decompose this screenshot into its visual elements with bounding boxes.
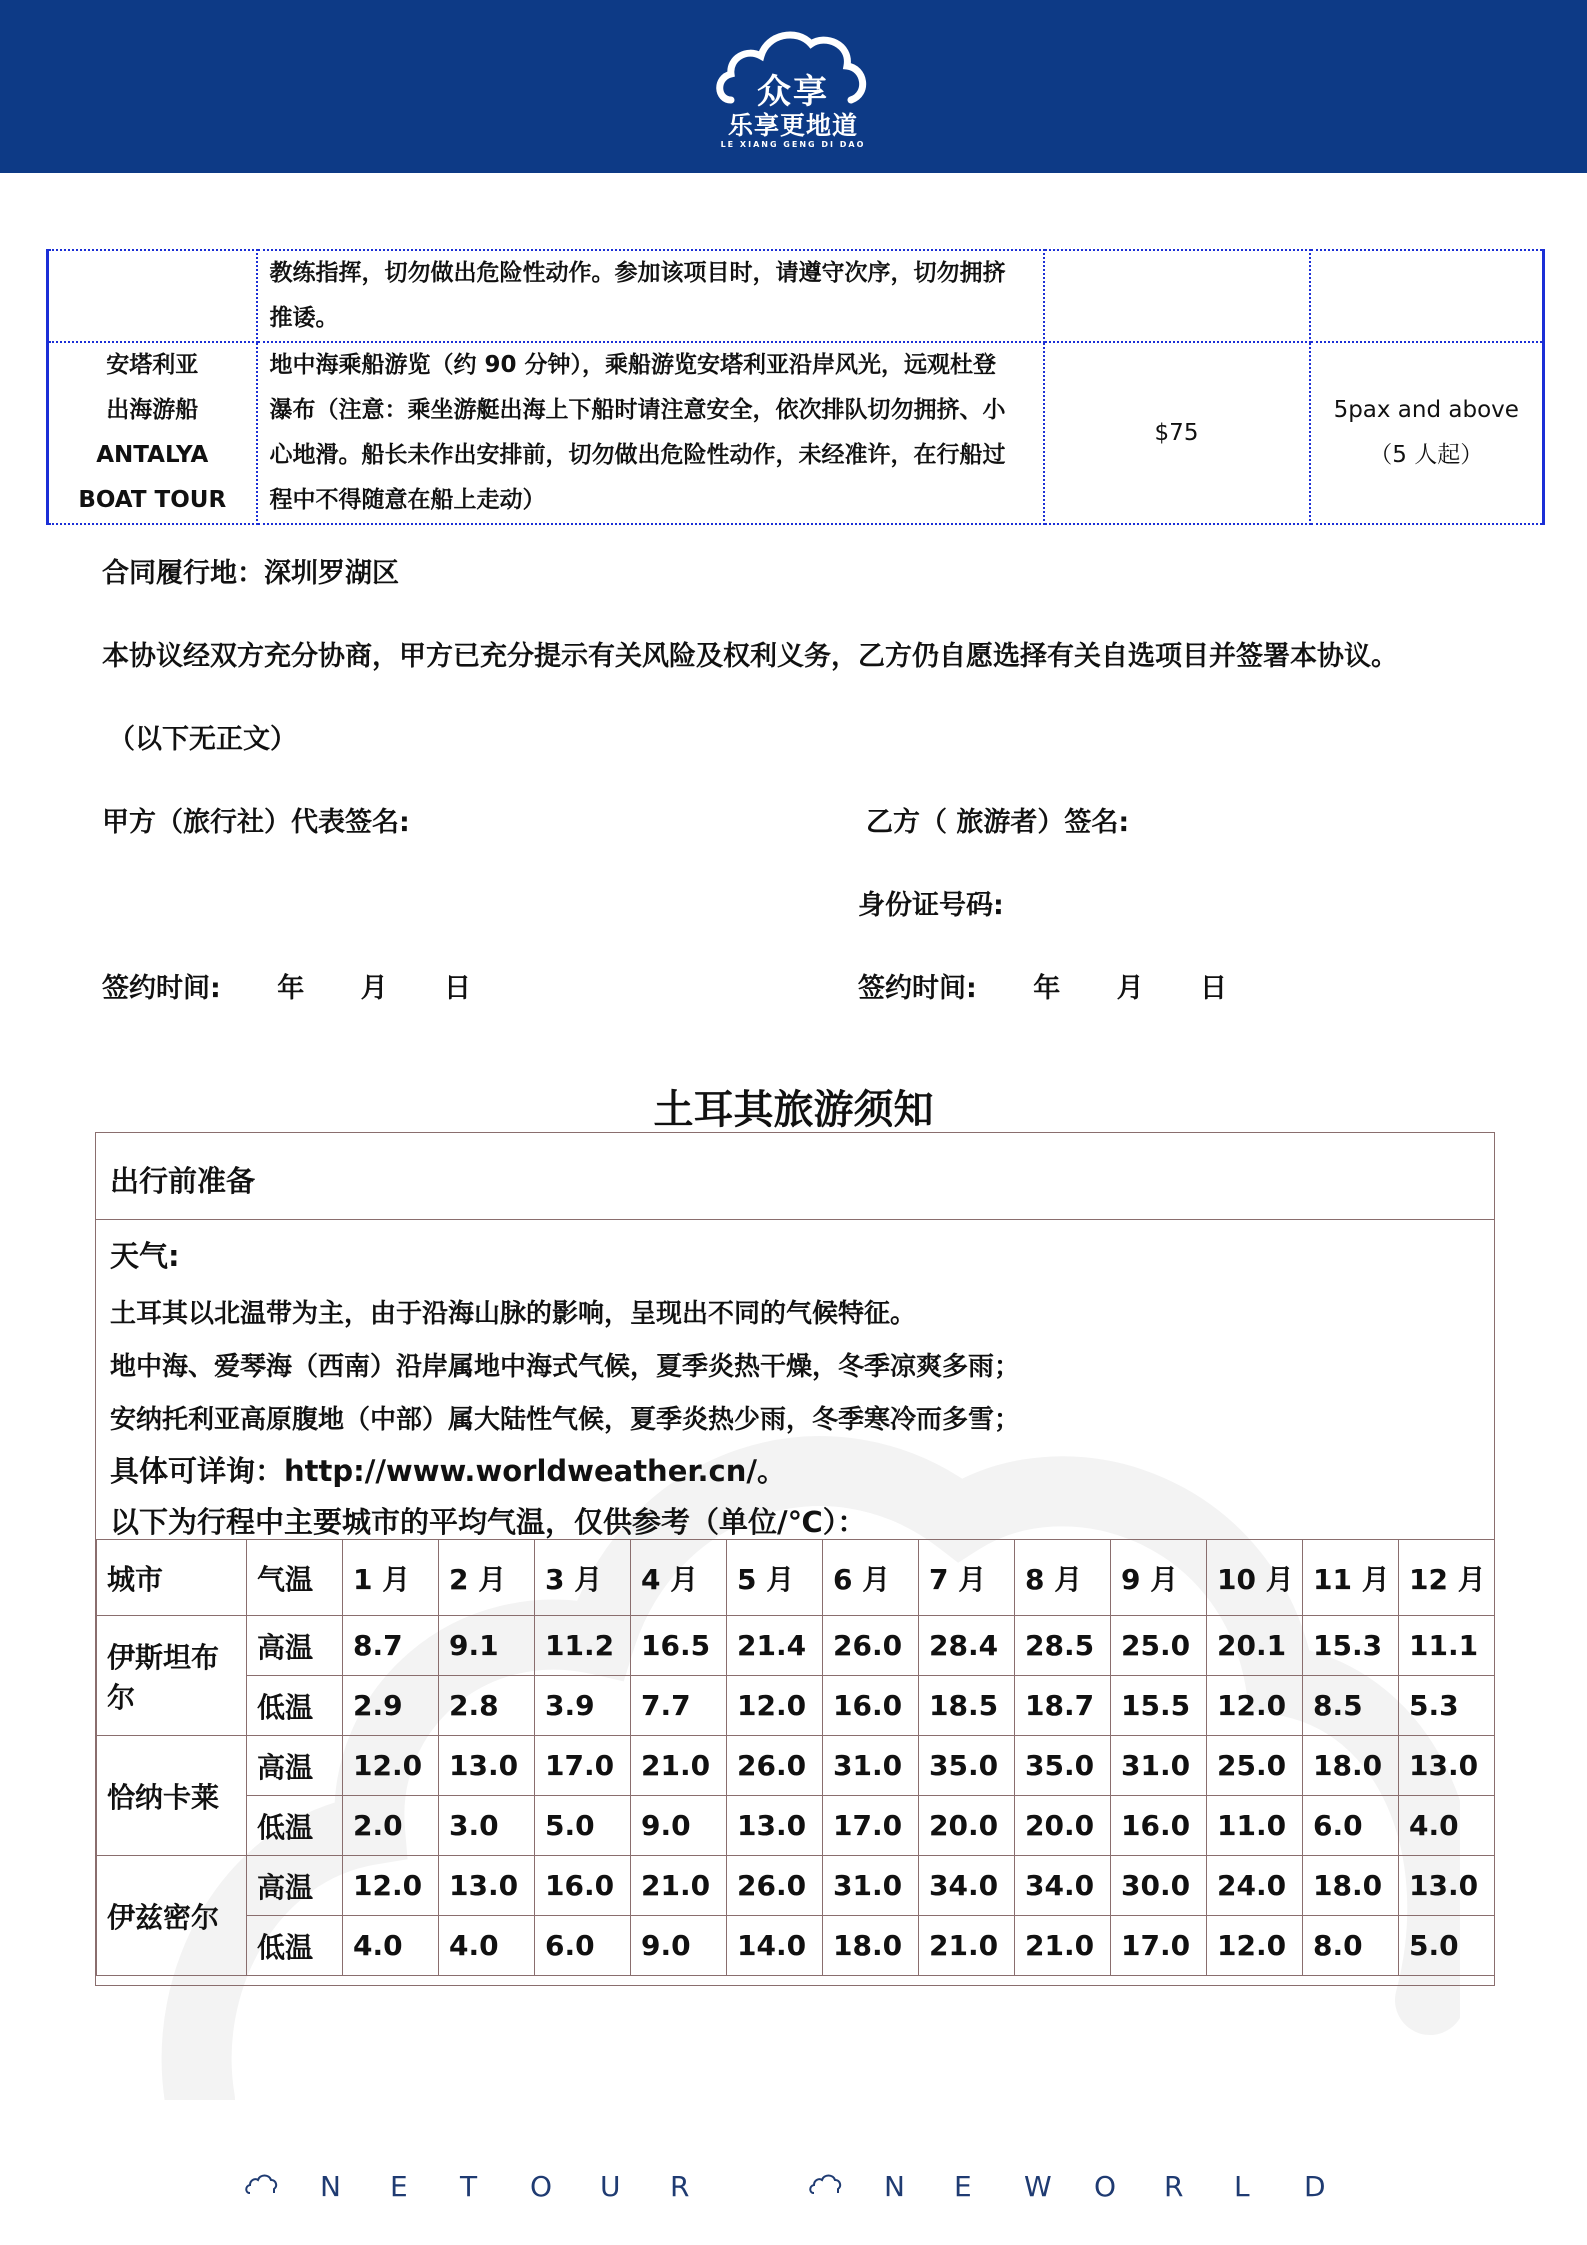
high-temp-cell: 16.5 [631,1616,727,1676]
high-label-cell: 高温 [247,1736,343,1796]
desc-line: 心地滑。船长未作出安排前，切勿做出危险性动作，未经准许，在行船过 [269,442,1006,468]
column-header: 1 月 [343,1540,439,1616]
desc-line: 瀑布（注意：乘坐游艇出海上下船时请注意安全，依次排队切勿拥挤、小 [269,397,1006,423]
low-temp-cell: 11.0 [1207,1796,1303,1856]
desc-line: 教练指挥，切勿做出危险性动作。参加该项目时，请遵守次序，切勿拥挤 [269,260,1006,286]
high-temp-cell: 21.0 [631,1856,727,1916]
low-temp-cell: 21.0 [1015,1916,1111,1976]
low-temp-cell: 15.5 [1111,1676,1207,1736]
low-temp-cell: 18.5 [919,1676,1015,1736]
page-footer [0,2166,1587,2206]
contract-place: 合同履行地：深圳罗湖区 [102,558,399,589]
footer-letter: N [884,2169,905,2203]
high-temp-cell: 26.0 [823,1616,919,1676]
high-temp-cell: 13.0 [1399,1856,1495,1916]
brand-logo [713,22,873,156]
brand-slogan: 乐享更地道 [727,111,858,140]
high-temp-cell: 30.0 [1111,1856,1207,1916]
table-row [97,1916,1495,1976]
weather-link-line: 具体可详询：http://www.worldweather.cn/。 [110,1454,786,1488]
footer-letter: O [530,2169,553,2203]
high-temp-cell: 21.4 [727,1616,823,1676]
column-header: 12 月 [1399,1540,1495,1616]
footer-letter: U [600,2169,621,2203]
high-temp-cell: 35.0 [919,1736,1015,1796]
page-header [0,0,1587,173]
column-header: 2 月 [439,1540,535,1616]
high-temp-cell: 11.1 [1399,1616,1495,1676]
low-temp-cell: 12.0 [727,1676,823,1736]
column-header: 10 月 [1207,1540,1303,1616]
agreement-text: 本协议经双方充分协商，甲方已充分提示有关风险及权利义务，乙方仍自愿选择有关自选项目并签署本协议。 [102,641,1398,672]
table-row [97,1616,1495,1676]
low-temp-cell: 9.0 [631,1796,727,1856]
low-temp-cell: 3.0 [439,1796,535,1856]
table-row [48,342,1544,524]
section-header [96,1133,1494,1220]
low-temp-cell: 17.0 [1111,1916,1207,1976]
party-b-signature: 乙方（ 旅游者）签名: [866,807,1130,838]
low-temp-cell: 21.0 [919,1916,1015,1976]
desc-line: 地中海乘船游览（约 90 分钟），乘船游览安塔利亚沿岸风光，远观杜登 [269,352,997,378]
low-temp-cell: 13.0 [727,1796,823,1856]
cloud-icon [244,2171,278,2197]
low-temp-cell: 20.0 [1015,1796,1111,1856]
column-header: 7 月 [919,1540,1015,1616]
table-row [97,1856,1495,1916]
column-header: 8 月 [1015,1540,1111,1616]
weather-line: 土耳其以北温带为主，由于沿海山脉的影响，呈现出不同的气候特征。 [110,1299,917,1329]
footer-cloud-letter [244,2171,320,2201]
pax-line: （5 人起） [1369,442,1484,468]
weather-line: 安纳托利亚高原腹地（中部）属大陆性气候，夏季炎热少雨，冬季寒冷而多雪； [110,1405,1021,1435]
name-line: ANTALYA [96,442,209,468]
notice-title: 土耳其旅游须知 [653,1087,934,1133]
table-row [48,250,1544,342]
high-temp-cell: 9.1 [439,1616,535,1676]
column-header: 3 月 [535,1540,631,1616]
footer-letter: E [390,2169,408,2203]
high-temp-cell: 8.7 [343,1616,439,1676]
low-temp-cell: 7.7 [631,1676,727,1736]
high-temp-cell: 15.3 [1303,1616,1399,1676]
cloud-icon [808,2171,842,2197]
name-line: BOAT TOUR [78,487,227,513]
high-temp-cell: 25.0 [1111,1616,1207,1676]
high-label-cell: 高温 [247,1616,343,1676]
low-temp-cell: 17.0 [823,1796,919,1856]
high-temp-cell: 16.0 [535,1856,631,1916]
low-temp-cell: 9.0 [631,1916,727,1976]
footer-letter: D [1304,2169,1326,2203]
high-temp-cell: 13.0 [439,1736,535,1796]
low-temp-cell: 18.0 [823,1916,919,1976]
city-name-cell: 伊斯坦布尔 [97,1616,247,1736]
table-row [97,1676,1495,1736]
high-temp-cell: 35.0 [1015,1736,1111,1796]
high-temp-cell: 26.0 [727,1856,823,1916]
column-header: 11 月 [1303,1540,1399,1616]
low-temp-cell: 2.8 [439,1676,535,1736]
activity-name-cell [48,342,257,524]
column-header: 6 月 [823,1540,919,1616]
high-temp-cell: 20.1 [1207,1616,1303,1676]
activity-price-cell: $75 [1044,342,1310,524]
name-line: 安塔利亚 [106,352,199,378]
footer-letter: O [808,2171,809,2172]
activity-name-cell [48,250,257,342]
high-temp-cell: 24.0 [1207,1856,1303,1916]
weather-label: 天气: [110,1239,180,1273]
low-temp-cell: 8.5 [1303,1676,1399,1736]
high-temp-cell: 13.0 [439,1856,535,1916]
sign-time-a: 签约时间: 年 月 日 [102,973,471,1004]
high-label-cell: 高温 [247,1856,343,1916]
activity-pax-cell [1310,250,1544,342]
no-text-note: （以下无正文） [108,724,297,755]
footer-letter: O [1094,2169,1117,2203]
column-header: 9 月 [1111,1540,1207,1616]
high-temp-cell: 34.0 [919,1856,1015,1916]
desc-line: 推诿。 [269,305,339,331]
high-temp-cell: 12.0 [343,1736,439,1796]
high-temp-cell: 28.5 [1015,1616,1111,1676]
column-header: 城市 [97,1540,247,1616]
party-a-signature: 甲方（旅行社）代表签名: [102,807,410,838]
footer-cloud-letter [808,2171,884,2201]
high-temp-cell: 17.0 [535,1736,631,1796]
table-row [97,1736,1495,1796]
low-label-cell: 低温 [247,1916,343,1976]
low-temp-cell: 8.0 [1303,1916,1399,1976]
column-header: 4 月 [631,1540,727,1616]
footer-letter: O [244,2171,245,2172]
column-header: 5 月 [727,1540,823,1616]
footer-letter: T [460,2169,478,2203]
table-row [97,1796,1495,1856]
low-temp-cell: 4.0 [343,1916,439,1976]
activity-price-cell [1044,250,1310,342]
sign-time-b: 签约时间: 年 月 日 [858,973,1227,1004]
high-temp-cell: 25.0 [1207,1736,1303,1796]
low-temp-cell: 4.0 [1399,1796,1495,1856]
footer-letter: R [670,2169,690,2203]
weather-line: 以下为行程中主要城市的平均气温，仅供参考（单位/℃）： [110,1505,867,1539]
pax-line: 5pax and above [1333,397,1519,423]
footer-letter: R [1164,2169,1184,2203]
high-temp-cell: 26.0 [727,1736,823,1796]
activity-desc-cell [257,250,1044,342]
low-temp-cell: 6.0 [1303,1796,1399,1856]
low-temp-cell: 3.9 [535,1676,631,1736]
city-name-cell: 伊兹密尔 [97,1856,247,1976]
footer-letter: E [954,2169,972,2203]
brand-slogan-pinyin: LE XIANG GENG DI DAO [720,140,866,149]
low-temp-cell: 16.0 [823,1676,919,1736]
footer-letter: N [320,2169,341,2203]
brand-name: 众享 [757,72,829,112]
low-temp-cell: 18.7 [1015,1676,1111,1736]
low-temp-cell: 5.0 [1399,1916,1495,1976]
footer-onetour [244,2166,740,2206]
activity-table [46,249,1545,525]
high-temp-cell: 31.0 [1111,1736,1207,1796]
name-line: 出海游船 [106,397,199,423]
low-temp-cell: 12.0 [1207,1676,1303,1736]
high-temp-cell: 13.0 [1399,1736,1495,1796]
high-temp-cell: 18.0 [1303,1736,1399,1796]
column-header: 气温 [247,1540,343,1616]
low-temp-cell: 2.0 [343,1796,439,1856]
low-temp-cell: 5.0 [535,1796,631,1856]
table-header-row [97,1540,1495,1616]
footer-oneworld [808,2166,1374,2206]
footer-letter: W [1024,2169,1052,2203]
high-temp-cell: 21.0 [631,1736,727,1796]
section-title: 出行前准备 [110,1164,256,1198]
low-temp-cell: 2.9 [343,1676,439,1736]
high-temp-cell: 11.2 [535,1616,631,1676]
footer-letter: L [1234,2169,1250,2203]
activity-pax-cell [1310,342,1544,524]
temperature-table [96,1539,1495,1976]
desc-line: 程中不得随意在船上走动） [269,487,546,513]
high-temp-cell: 28.4 [919,1616,1015,1676]
low-temp-cell: 12.0 [1207,1916,1303,1976]
low-temp-cell: 5.3 [1399,1676,1495,1736]
low-temp-cell: 6.0 [535,1916,631,1976]
low-label-cell: 低温 [247,1676,343,1736]
high-temp-cell: 34.0 [1015,1856,1111,1916]
low-temp-cell: 20.0 [919,1796,1015,1856]
id-number: 身份证号码: [858,890,1004,921]
low-temp-cell: 16.0 [1111,1796,1207,1856]
weather-line: 地中海、爱琴海（西南）沿岸属地中海式气候，夏季炎热干燥，冬季凉爽多雨； [110,1352,1021,1382]
low-label-cell: 低温 [247,1796,343,1856]
high-temp-cell: 31.0 [823,1856,919,1916]
low-temp-cell: 4.0 [439,1916,535,1976]
low-temp-cell: 14.0 [727,1916,823,1976]
high-temp-cell: 18.0 [1303,1856,1399,1916]
city-name-cell: 恰纳卡莱 [97,1736,247,1856]
high-temp-cell: 12.0 [343,1856,439,1916]
travel-notice-box [95,1132,1495,1986]
activity-desc-cell [257,342,1044,524]
high-temp-cell: 31.0 [823,1736,919,1796]
